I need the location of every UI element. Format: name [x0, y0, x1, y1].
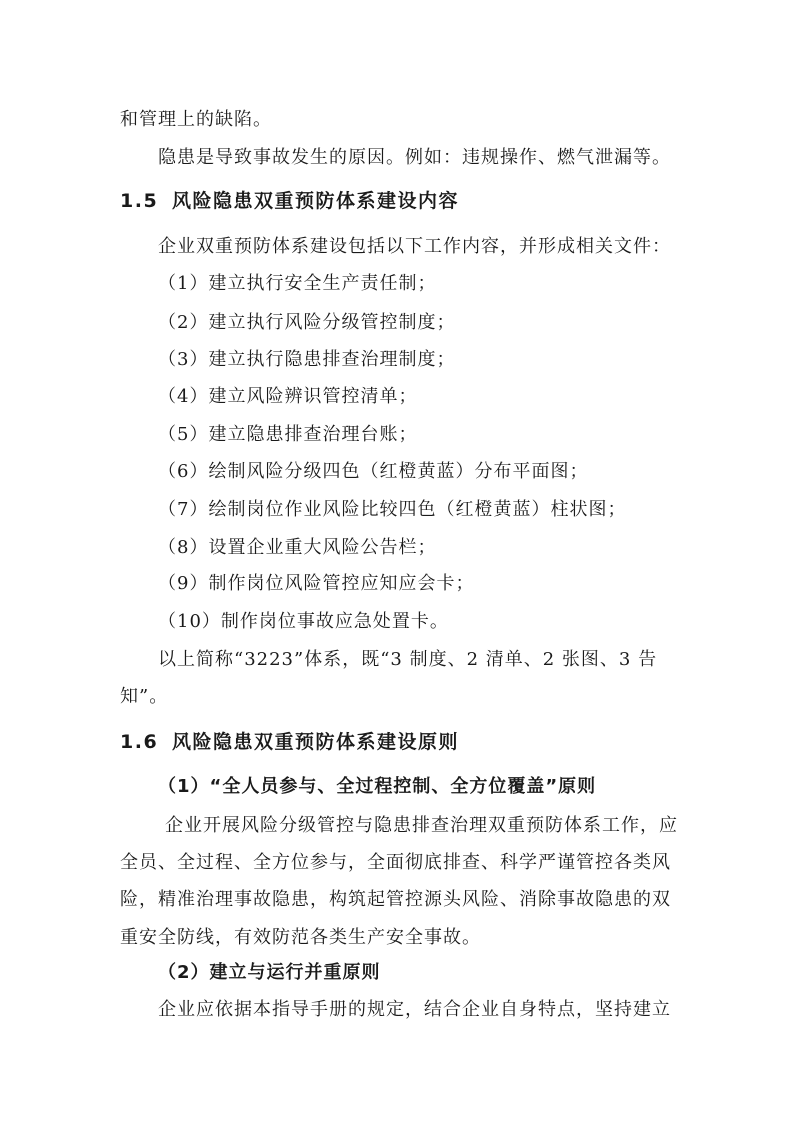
list-item: （3）建立执行隐患排查治理制度；: [158, 349, 456, 370]
text-line: 全员、全过程、全方位参与，全面彻底排查、科学严谨管控各类风: [120, 852, 671, 873]
text-line: 企业双重预防体系建设包括以下工作内容，并形成相关文件：: [158, 236, 671, 257]
section-number: 1.5: [120, 190, 159, 212]
text-line: 和管理上的缺陷。: [120, 109, 272, 130]
principle-heading: （1）“全人员参与、全过程控制、全方位覆盖”原则: [158, 776, 597, 797]
section-heading-1-6: [120, 730, 459, 754]
text-line: 以上简称“3223”体系，既“3 制度、2 清单、2 张图、3 告: [158, 649, 658, 670]
text-line: 险，精准治理事故隐患，构筑起管控源头风险、消除事故隐患的双: [120, 889, 671, 910]
text-line: 隐患是导致事故发生的原因。例如：违规操作、燃气泄漏等。: [158, 147, 671, 168]
list-item: （10）制作岗位事故应急处置卡。: [158, 611, 449, 632]
section-title: 风险隐患双重预防体系建设内容: [172, 190, 460, 212]
list-item: （8）设置企业重大风险公告栏；: [158, 537, 437, 558]
section-number: 1.6: [120, 731, 159, 753]
list-item: （4）建立风险辨识管控清单；: [158, 386, 418, 407]
text-line: 企业开展风险分级管控与隐患排查治理双重预防体系工作，应: [165, 815, 678, 836]
list-item: （9）制作岗位风险管控应知应会卡；: [158, 573, 475, 594]
section-heading-1-5: [120, 189, 459, 213]
text-line: 企业应依据本指导手册的规定，结合企业自身特点，坚持建立: [158, 999, 671, 1020]
section-title: 风险隐患双重预防体系建设原则: [172, 731, 460, 753]
list-item: （7）绘制岗位作业风险比较四色（红橙黄蓝）柱状图；: [158, 499, 627, 520]
list-item: （6）绘制风险分级四色（红橙黄蓝）分布平面图；: [158, 461, 589, 482]
list-item: （1）建立执行安全生产责任制；: [158, 273, 437, 294]
list-item: （2）建立执行风险分级管控制度；: [158, 312, 456, 333]
text-line: 重安全防线，有效防范各类生产安全事故。: [120, 927, 481, 948]
list-item: （5）建立隐患排查治理台账；: [158, 424, 418, 445]
principle-heading: （2）建立与运行并重原则: [158, 962, 381, 983]
text-line: 知”。: [120, 686, 169, 707]
